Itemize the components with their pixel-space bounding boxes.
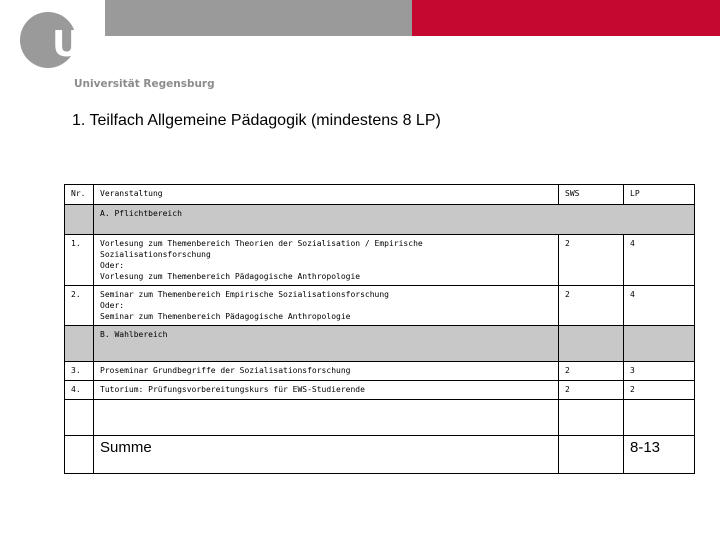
header-sws: SWS (559, 185, 624, 205)
header-lp: LP (624, 185, 695, 205)
row-lp: 4 (624, 235, 695, 286)
row-nr: 1. (65, 235, 94, 286)
row-sws: 2 (559, 235, 624, 286)
header-red-bar (412, 0, 720, 36)
row-course: Proseminar Grundbegriffe der Sozialisationsforschung (94, 362, 559, 381)
row-lp: 3 (624, 362, 695, 381)
row-nr: 4. (65, 381, 94, 400)
sum-lp: 8-13 (624, 436, 695, 474)
university-name: Universität Regensburg (74, 78, 215, 90)
row-course: Vorlesung zum Themenbereich Theorien der Sozialisation / Empirische Sozialisationsforschung Oder: Vorlesung zum Themenbereich Pädagogische Anthropologie (94, 235, 559, 286)
section-required-label: A. Pflichtbereich (94, 205, 695, 235)
table-row (65, 362, 695, 381)
course-table (64, 184, 695, 474)
row-lp: 2 (624, 381, 695, 400)
table-row-sum (65, 436, 695, 474)
row-sws: 2 (559, 381, 624, 400)
section-row-elective (65, 326, 695, 362)
table-row (65, 286, 695, 326)
section-elective-label: B. Wahlbereich (94, 326, 559, 362)
row-sws: 2 (559, 286, 624, 326)
slide-title: 1. Teilfach Allgemeine Pädagogik (mindestens 8 LP) (72, 112, 441, 129)
row-nr: 2. (65, 286, 94, 326)
row-nr: 3. (65, 362, 94, 381)
table-header-row (65, 185, 695, 205)
table-row (65, 381, 695, 400)
sum-label: Summe (94, 436, 559, 474)
table-row-empty (65, 400, 695, 436)
row-lp: 4 (624, 286, 695, 326)
logo-letters: UR (52, 24, 109, 65)
section-row-required (65, 205, 695, 235)
header-nr: Nr. (65, 185, 94, 205)
table-row (65, 235, 695, 286)
row-course: Seminar zum Themenbereich Empirische Sozialisationsforschung Oder: Seminar zum Themenbereich Pädagogische Anthropologie (94, 286, 559, 326)
header-course: Veranstaltung (94, 185, 559, 205)
row-course: Tutorium: Prüfungsvorbereitungskurs für EWS-Studierende (94, 381, 559, 400)
row-sws: 2 (559, 362, 624, 381)
